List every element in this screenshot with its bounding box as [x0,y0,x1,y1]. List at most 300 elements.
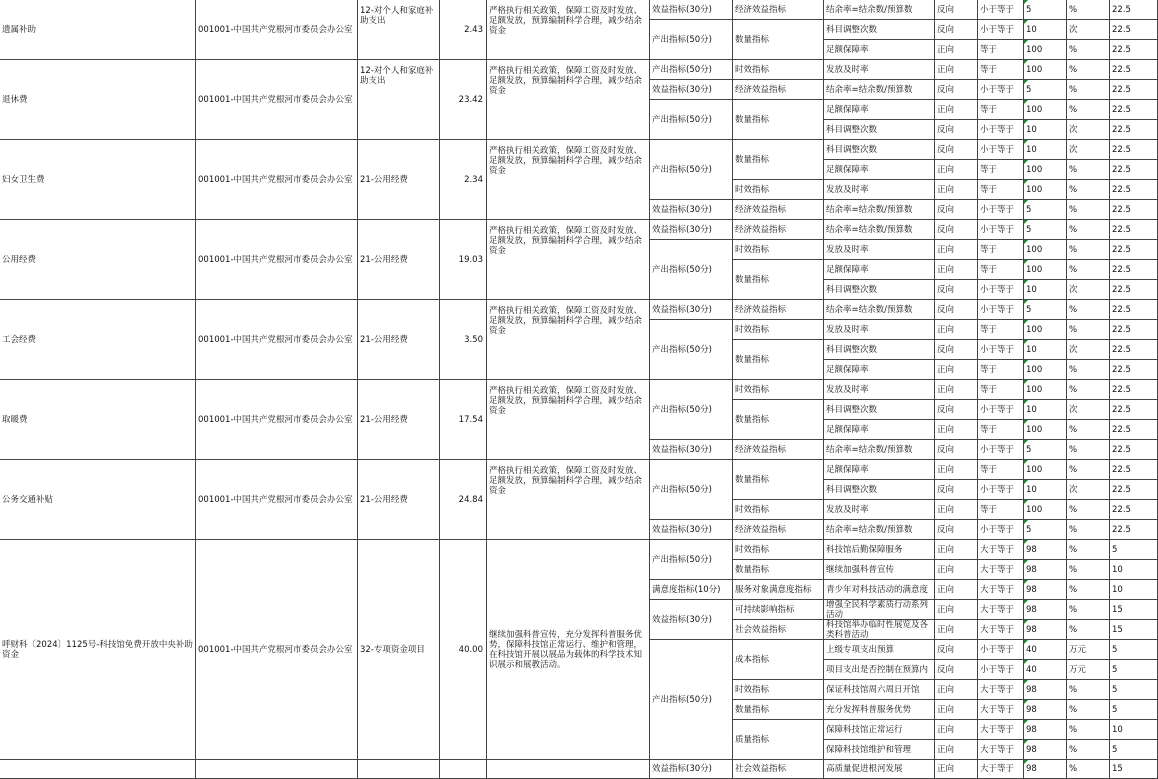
project-name[interactable]: 公用经费 [0,220,196,300]
indicator-direction[interactable]: 反向 [935,300,978,320]
indicator-operator[interactable]: 等于 [978,420,1024,440]
indicator-level1[interactable]: 产出指标(50分) [650,380,733,440]
indicator-level3[interactable]: 科目调整次数 [824,120,935,140]
indicator-direction[interactable]: 正向 [935,260,978,280]
indicator-value[interactable]: 5 [1024,200,1067,220]
indicator-unit[interactable]: % [1067,360,1110,380]
indicator-unit[interactable]: % [1067,80,1110,100]
indicator-unit[interactable]: % [1067,380,1110,400]
indicator-value[interactable]: 98 [1024,560,1067,580]
budget-amount[interactable]: 19.03 [440,220,487,300]
indicator-level1[interactable]: 满意度指标(10分) [650,580,733,600]
budget-amount[interactable]: 17.54 [440,380,487,460]
indicator-operator[interactable]: 等于 [978,160,1024,180]
funding-type[interactable]: 21-公用经费 [358,140,440,220]
indicator-level1[interactable]: 效益指标(30分) [650,600,733,640]
indicator-operator[interactable]: 等于 [978,380,1024,400]
indicator-value[interactable]: 100 [1024,100,1067,120]
indicator-score[interactable]: 22.5 [1110,220,1158,240]
indicator-value[interactable]: 40 [1024,640,1067,660]
indicator-value[interactable]: 100 [1024,180,1067,200]
indicator-level3[interactable]: 足额保障率 [824,260,935,280]
indicator-unit[interactable]: % [1067,580,1110,600]
indicator-score[interactable]: 10 [1110,580,1158,600]
performance-goal[interactable]: 严格执行相关政策，保障工资及时发放、足额发放，预算编制科学合理，减少结余资金 [487,220,650,300]
indicator-level2[interactable]: 经济效益指标 [733,440,824,460]
indicator-value[interactable]: 100 [1024,360,1067,380]
indicator-operator[interactable]: 小于等于 [978,520,1024,540]
indicator-level3[interactable]: 科目调整次数 [824,340,935,360]
indicator-level1[interactable]: 产出指标(50分) [650,100,733,140]
indicator-value[interactable]: 10 [1024,120,1067,140]
indicator-operator[interactable]: 大于等于 [978,540,1024,560]
indicator-direction[interactable]: 反向 [935,400,978,420]
indicator-unit[interactable]: % [1067,420,1110,440]
department[interactable]: 001001-中国共产党根河市委员会办公室 [196,140,358,220]
indicator-operator[interactable]: 小于等于 [978,480,1024,500]
indicator-direction[interactable]: 反向 [935,660,978,680]
indicator-value[interactable]: 98 [1024,680,1067,700]
indicator-direction[interactable]: 正向 [935,580,978,600]
indicator-score[interactable]: 22.5 [1110,60,1158,80]
indicator-level3[interactable]: 科目调整次数 [824,400,935,420]
indicator-direction[interactable]: 正向 [935,600,978,620]
indicator-value[interactable]: 98 [1024,580,1067,600]
indicator-value[interactable]: 100 [1024,40,1067,60]
indicator-level3[interactable]: 发放及时率 [824,240,935,260]
indicator-level2[interactable]: 数量指标 [733,140,824,180]
indicator-level3[interactable]: 结余率=结余数/预算数 [824,220,935,240]
indicator-level1[interactable]: 产出指标(50分) [650,140,733,200]
performance-goal[interactable]: 严格执行相关政策，保障工资及时发放、足额发放，预算编制科学合理，减少结余资金 [487,60,650,140]
indicator-score[interactable]: 22.5 [1110,240,1158,260]
indicator-score[interactable]: 22.5 [1110,280,1158,300]
indicator-level2[interactable]: 经济效益指标 [733,80,824,100]
indicator-unit[interactable]: % [1067,560,1110,580]
indicator-level1[interactable]: 产出指标(50分) [650,540,733,580]
indicator-level2[interactable]: 数量指标 [733,340,824,380]
indicator-score[interactable]: 22.5 [1110,0,1158,20]
indicator-score[interactable]: 22.5 [1110,440,1158,460]
performance-goal[interactable]: 严格执行相关政策，保障工资及时发放、足额发放，预算编制科学合理，减少结余资金 [487,460,650,540]
indicator-level1[interactable]: 效益指标(30分) [650,220,733,240]
indicator-operator[interactable]: 大于等于 [978,580,1024,600]
indicator-level3[interactable]: 发放及时率 [824,60,935,80]
indicator-unit[interactable]: % [1067,260,1110,280]
indicator-direction[interactable]: 反向 [935,0,978,20]
department[interactable]: 001001-中国共产党根河市委员会办公室 [196,60,358,140]
indicator-level1[interactable]: 产出指标(50分) [650,20,733,60]
indicator-level2[interactable]: 质量指标 [733,720,824,760]
indicator-unit[interactable]: % [1067,720,1110,740]
indicator-score[interactable]: 5 [1110,660,1158,680]
indicator-value[interactable]: 98 [1024,720,1067,740]
indicator-level2[interactable]: 数量指标 [733,100,824,140]
indicator-level2[interactable]: 时效指标 [733,320,824,340]
indicator-direction[interactable]: 正向 [935,460,978,480]
indicator-unit[interactable]: 次 [1067,20,1110,40]
indicator-direction[interactable]: 正向 [935,540,978,560]
indicator-direction[interactable]: 反向 [935,140,978,160]
indicator-level3[interactable]: 增强全民科学素质行动系列活动 [824,600,935,620]
indicator-unit[interactable]: % [1067,740,1110,760]
indicator-operator[interactable]: 小于等于 [978,80,1024,100]
indicator-unit[interactable]: % [1067,600,1110,620]
indicator-level1[interactable]: 效益指标(30分) [650,0,733,20]
indicator-direction[interactable]: 正向 [935,560,978,580]
indicator-direction[interactable]: 正向 [935,500,978,520]
indicator-score[interactable]: 5 [1110,740,1158,760]
indicator-score[interactable]: 22.5 [1110,160,1158,180]
indicator-score[interactable]: 22.5 [1110,320,1158,340]
indicator-unit[interactable]: % [1067,0,1110,20]
indicator-level2[interactable]: 时效指标 [733,540,824,560]
budget-amount[interactable]: 40.00 [440,540,487,760]
indicator-score[interactable]: 15 [1110,760,1158,779]
indicator-value[interactable]: 40 [1024,660,1067,680]
performance-goal[interactable]: 严格执行相关政策，保障工资及时发放、足额发放，预算编制科学合理，减少结余资金 [487,140,650,220]
indicator-level3[interactable]: 结余率=结余数/预算数 [824,520,935,540]
indicator-operator[interactable]: 大于等于 [978,680,1024,700]
budget-amount[interactable]: 23.42 [440,60,487,140]
indicator-level3[interactable]: 科目调整次数 [824,140,935,160]
indicator-score[interactable]: 22.5 [1110,140,1158,160]
indicator-level1[interactable]: 产出指标(50分) [650,460,733,520]
indicator-score[interactable]: 15 [1110,620,1158,640]
indicator-score[interactable]: 22.5 [1110,460,1158,480]
budget-amount[interactable]: 2.43 [440,0,487,60]
funding-type[interactable]: 21-公用经费 [358,380,440,460]
indicator-value[interactable]: 10 [1024,140,1067,160]
indicator-operator[interactable]: 等于 [978,240,1024,260]
project-name[interactable]: 退休费 [0,60,196,140]
indicator-unit[interactable]: % [1067,60,1110,80]
indicator-level2[interactable]: 数量指标 [733,20,824,60]
indicator-level3[interactable]: 结余率=结余数/预算数 [824,80,935,100]
indicator-value[interactable]: 100 [1024,460,1067,480]
indicator-unit[interactable]: % [1067,200,1110,220]
indicator-value[interactable]: 98 [1024,600,1067,620]
indicator-direction[interactable]: 反向 [935,340,978,360]
funding-type[interactable]: 12-对个人和家庭补助支出 [358,0,440,60]
indicator-value[interactable]: 98 [1024,760,1067,779]
indicator-unit[interactable]: 万元 [1067,640,1110,660]
indicator-operator[interactable]: 等于 [978,100,1024,120]
indicator-operator[interactable]: 大于等于 [978,700,1024,720]
indicator-level2[interactable]: 数量指标 [733,700,824,720]
indicator-unit[interactable]: % [1067,540,1110,560]
indicator-direction[interactable]: 正向 [935,380,978,400]
project-name[interactable]: 呼财科〔2024〕1125号-科技馆免费开放中央补助资金 [0,540,196,760]
performance-goal[interactable]: 继续加强科普宣传，充分发挥科普服务优势，保障科技馆正常运行、维护和管理，在科技馆开展以展品为载体的科学技术知识展示和展教活动。 [487,540,650,760]
indicator-direction[interactable]: 反向 [935,20,978,40]
indicator-value[interactable]: 100 [1024,380,1067,400]
funding-type-next[interactable] [358,760,440,779]
indicator-value[interactable]: 100 [1024,60,1067,80]
indicator-operator[interactable]: 大于等于 [978,760,1024,779]
indicator-level2[interactable]: 经济效益指标 [733,200,824,220]
indicator-level1[interactable]: 产出指标(50分) [650,60,733,80]
indicator-score[interactable]: 22.5 [1110,200,1158,220]
indicator-value[interactable]: 100 [1024,420,1067,440]
indicator-unit[interactable]: 次 [1067,400,1110,420]
indicator-unit[interactable]: 次 [1067,140,1110,160]
indicator-direction[interactable]: 正向 [935,420,978,440]
indicator-score[interactable]: 22.5 [1110,100,1158,120]
indicator-operator[interactable]: 小于等于 [978,120,1024,140]
indicator-unit[interactable]: % [1067,700,1110,720]
indicator-score[interactable]: 22.5 [1110,120,1158,140]
indicator-value[interactable]: 5 [1024,0,1067,20]
indicator-direction[interactable]: 反向 [935,200,978,220]
indicator-level2[interactable]: 社会效益指标 [733,620,824,640]
indicator-operator[interactable]: 等于 [978,360,1024,380]
department[interactable]: 001001-中国共产党根河市委员会办公室 [196,300,358,380]
indicator-level1[interactable]: 产出指标(50分) [650,640,733,760]
indicator-value[interactable]: 5 [1024,300,1067,320]
budget-amount[interactable]: 24.84 [440,460,487,540]
indicator-value[interactable]: 5 [1024,220,1067,240]
funding-type[interactable]: 12-对个人和家庭补助支出 [358,60,440,140]
indicator-direction[interactable]: 正向 [935,320,978,340]
indicator-direction[interactable]: 正向 [935,180,978,200]
indicator-value[interactable]: 10 [1024,20,1067,40]
indicator-direction[interactable]: 正向 [935,700,978,720]
indicator-value[interactable]: 10 [1024,340,1067,360]
budget-amount[interactable]: 3.50 [440,300,487,380]
indicator-operator[interactable]: 小于等于 [978,640,1024,660]
indicator-value[interactable]: 10 [1024,280,1067,300]
indicator-level3[interactable]: 保证科技馆周六周日开馆 [824,680,935,700]
indicator-operator[interactable]: 小于等于 [978,140,1024,160]
indicator-operator[interactable]: 大于等于 [978,720,1024,740]
indicator-level3[interactable]: 结余率=结余数/预算数 [824,440,935,460]
indicator-unit[interactable]: 万元 [1067,660,1110,680]
indicator-level2[interactable]: 时效指标 [733,180,824,200]
performance-goal[interactable]: 严格执行相关政策，保障工资及时发放、足额发放，预算编制科学合理，减少结余资金 [487,300,650,380]
indicator-unit[interactable]: 次 [1067,280,1110,300]
indicator-unit[interactable]: 次 [1067,340,1110,360]
indicator-score[interactable]: 22.5 [1110,520,1158,540]
indicator-value[interactable]: 98 [1024,740,1067,760]
indicator-operator[interactable]: 等于 [978,320,1024,340]
indicator-operator[interactable]: 等于 [978,260,1024,280]
indicator-level1[interactable]: 效益指标(30分) [650,440,733,460]
indicator-level2[interactable]: 时效指标 [733,380,824,400]
indicator-level3[interactable]: 结余率=结余数/预算数 [824,200,935,220]
indicator-value[interactable]: 98 [1024,620,1067,640]
indicator-operator[interactable]: 大于等于 [978,560,1024,580]
indicator-score[interactable]: 22.5 [1110,340,1158,360]
indicator-direction[interactable]: 反向 [935,280,978,300]
indicator-score[interactable]: 5 [1110,700,1158,720]
indicator-level3[interactable]: 科目调整次数 [824,480,935,500]
indicator-operator[interactable]: 小于等于 [978,340,1024,360]
indicator-score[interactable]: 10 [1110,720,1158,740]
indicator-direction[interactable]: 正向 [935,680,978,700]
budget-amount-next[interactable] [440,760,487,779]
indicator-operator[interactable]: 等于 [978,460,1024,480]
indicator-level3[interactable]: 足额保障率 [824,100,935,120]
indicator-level2[interactable]: 数量指标 [733,560,824,580]
project-name[interactable]: 公务交通补贴 [0,460,196,540]
indicator-score[interactable]: 5 [1110,680,1158,700]
project-name[interactable]: 取暖费 [0,380,196,460]
indicator-score[interactable]: 5 [1110,540,1158,560]
indicator-value[interactable]: 100 [1024,240,1067,260]
funding-type[interactable]: 21-公用经费 [358,220,440,300]
indicator-operator[interactable]: 大于等于 [978,600,1024,620]
indicator-level2[interactable]: 时效指标 [733,60,824,80]
indicator-value[interactable]: 10 [1024,480,1067,500]
indicator-score[interactable]: 10 [1110,560,1158,580]
project-name[interactable]: 工会经费 [0,300,196,380]
indicator-level1[interactable]: 效益指标(30分) [650,80,733,100]
indicator-direction[interactable]: 反向 [935,440,978,460]
indicator-level2[interactable]: 时效指标 [733,500,824,520]
performance-goal-next[interactable] [487,760,650,779]
indicator-unit[interactable]: % [1067,240,1110,260]
indicator-direction[interactable]: 反向 [935,120,978,140]
performance-goal[interactable]: 严格执行相关政策，保障工资及时发放、足额发放，预算编制科学合理，减少结余资金 [487,0,650,60]
indicator-score[interactable]: 22.5 [1110,180,1158,200]
department[interactable]: 001001-中国共产党根河市委员会办公室 [196,540,358,760]
indicator-score[interactable]: 22.5 [1110,480,1158,500]
indicator-level2[interactable]: 经济效益指标 [733,300,824,320]
indicator-level3[interactable]: 发放及时率 [824,320,935,340]
indicator-value[interactable]: 100 [1024,320,1067,340]
indicator-level2[interactable]: 社会效益指标 [733,760,824,779]
indicator-score[interactable]: 22.5 [1110,40,1158,60]
indicator-operator[interactable]: 等于 [978,60,1024,80]
indicator-level3[interactable]: 发放及时率 [824,380,935,400]
indicator-level2[interactable]: 数量指标 [733,460,824,500]
indicator-score[interactable]: 22.5 [1110,80,1158,100]
indicator-level3[interactable]: 发放及时率 [824,500,935,520]
indicator-direction[interactable]: 正向 [935,720,978,740]
indicator-level3[interactable]: 结余率=结余数/预算数 [824,0,935,20]
indicator-score[interactable]: 22.5 [1110,260,1158,280]
indicator-level2[interactable]: 数量指标 [733,400,824,440]
indicator-level3[interactable]: 项目支出是否控制在预算内 [824,660,935,680]
indicator-unit[interactable]: % [1067,160,1110,180]
indicator-level2[interactable]: 服务对象满意度指标 [733,580,824,600]
indicator-level3[interactable]: 足额保障率 [824,160,935,180]
indicator-operator[interactable]: 小于等于 [978,300,1024,320]
indicator-level3[interactable]: 科目调整次数 [824,20,935,40]
indicator-value[interactable]: 5 [1024,80,1067,100]
indicator-value[interactable]: 5 [1024,520,1067,540]
project-name-next[interactable] [0,760,196,779]
indicator-level3[interactable]: 青少年对科技活动的满意度 [824,580,935,600]
indicator-level3[interactable]: 保障科技馆正常运行 [824,720,935,740]
indicator-level2[interactable]: 成本指标 [733,640,824,680]
indicator-level3[interactable]: 足额保障率 [824,420,935,440]
indicator-value[interactable]: 100 [1024,500,1067,520]
indicator-direction[interactable]: 反向 [935,640,978,660]
indicator-direction[interactable]: 正向 [935,360,978,380]
indicator-level3[interactable]: 高质量促进根河发展 [824,760,935,779]
indicator-level1[interactable]: 效益指标(30分) [650,200,733,220]
indicator-level2[interactable]: 经济效益指标 [733,0,824,20]
indicator-operator[interactable]: 大于等于 [978,740,1024,760]
funding-type[interactable]: 32-专项资金项目 [358,540,440,760]
indicator-operator[interactable]: 小于等于 [978,660,1024,680]
indicator-unit[interactable]: % [1067,500,1110,520]
indicator-score[interactable]: 22.5 [1110,300,1158,320]
indicator-direction[interactable]: 正向 [935,40,978,60]
indicator-direction[interactable]: 正向 [935,740,978,760]
indicator-direction[interactable]: 反向 [935,480,978,500]
indicator-level2[interactable]: 经济效益指标 [733,520,824,540]
indicator-direction[interactable]: 反向 [935,220,978,240]
indicator-level1[interactable]: 效益指标(30分) [650,300,733,320]
department[interactable]: 001001-中国共产党根河市委员会办公室 [196,0,358,60]
indicator-level3[interactable]: 科目调整次数 [824,280,935,300]
indicator-level1[interactable]: 效益指标(30分) [650,760,733,779]
indicator-unit[interactable]: % [1067,440,1110,460]
indicator-unit[interactable]: % [1067,40,1110,60]
indicator-score[interactable]: 5 [1110,640,1158,660]
indicator-unit[interactable]: % [1067,680,1110,700]
indicator-level2[interactable]: 可持续影响指标 [733,600,824,620]
indicator-direction[interactable]: 正向 [935,620,978,640]
indicator-operator[interactable]: 小于等于 [978,280,1024,300]
indicator-level3[interactable]: 充分发挥科普服务优势 [824,700,935,720]
indicator-value[interactable]: 100 [1024,160,1067,180]
indicator-level3[interactable]: 上级专项支出预算 [824,640,935,660]
indicator-value[interactable]: 100 [1024,260,1067,280]
performance-goal[interactable]: 严格执行相关政策，保障工资及时发放、足额发放，预算编制科学合理，减少结余资金 [487,380,650,460]
indicator-unit[interactable]: % [1067,220,1110,240]
indicator-operator[interactable]: 等于 [978,40,1024,60]
indicator-level3[interactable]: 科技馆举办临时性展览及各类科普活动 [824,620,935,640]
indicator-level3[interactable]: 足额保障率 [824,360,935,380]
indicator-level2[interactable]: 时效指标 [733,240,824,260]
indicator-level3[interactable]: 足额保障率 [824,460,935,480]
indicator-level2[interactable]: 经济效益指标 [733,220,824,240]
indicator-unit[interactable]: 次 [1067,120,1110,140]
indicator-unit[interactable]: % [1067,180,1110,200]
indicator-level1[interactable]: 产出指标(50分) [650,240,733,300]
indicator-operator[interactable]: 等于 [978,180,1024,200]
indicator-operator[interactable]: 小于等于 [978,0,1024,20]
indicator-level2[interactable]: 数量指标 [733,260,824,300]
department[interactable]: 001001-中国共产党根河市委员会办公室 [196,460,358,540]
indicator-unit[interactable]: % [1067,760,1110,779]
indicator-operator[interactable]: 等于 [978,500,1024,520]
funding-type[interactable]: 21-公用经费 [358,300,440,380]
indicator-direction[interactable]: 反向 [935,520,978,540]
indicator-value[interactable]: 98 [1024,700,1067,720]
indicator-level3[interactable]: 保障科技馆维护和管理 [824,740,935,760]
indicator-level3[interactable]: 继续加强科普宣传 [824,560,935,580]
indicator-score[interactable]: 22.5 [1110,400,1158,420]
indicator-level2[interactable]: 时效指标 [733,680,824,700]
indicator-level3[interactable]: 结余率=结余数/预算数 [824,300,935,320]
indicator-operator[interactable]: 大于等于 [978,620,1024,640]
indicator-operator[interactable]: 小于等于 [978,220,1024,240]
project-name[interactable]: 遗属补助 [0,0,196,60]
indicator-direction[interactable]: 正向 [935,100,978,120]
indicator-score[interactable]: 22.5 [1110,380,1158,400]
project-name[interactable]: 妇女卫生费 [0,140,196,220]
indicator-unit[interactable]: % [1067,320,1110,340]
indicator-level3[interactable]: 足额保障率 [824,40,935,60]
indicator-direction[interactable]: 正向 [935,760,978,779]
indicator-score[interactable]: 22.5 [1110,360,1158,380]
department[interactable]: 001001-中国共产党根河市委员会办公室 [196,380,358,460]
